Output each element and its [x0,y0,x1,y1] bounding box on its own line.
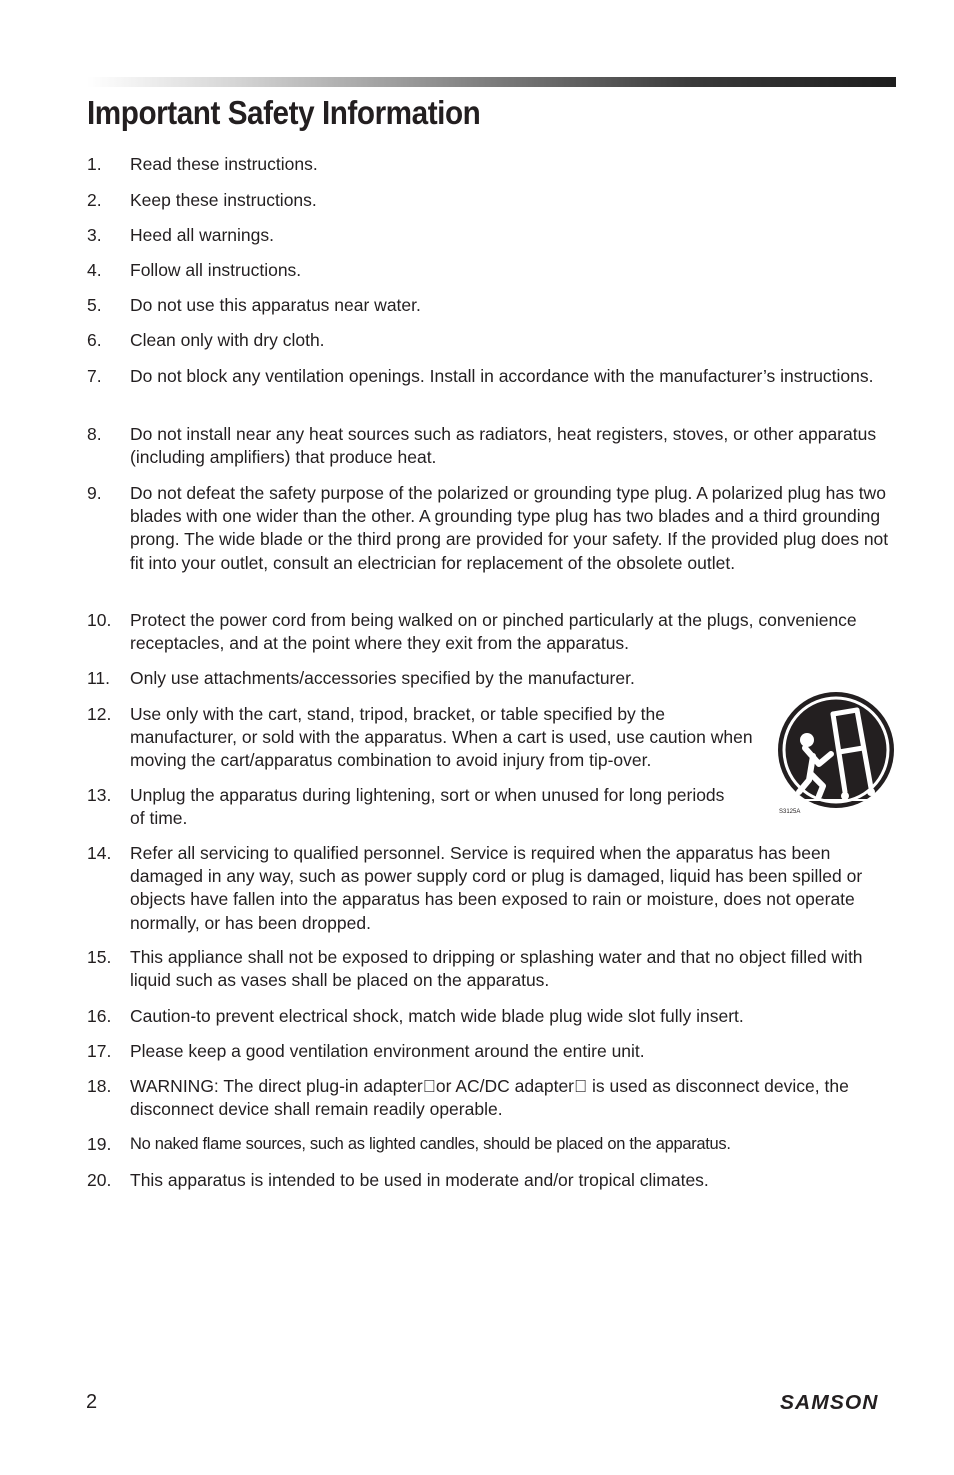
list-item [87,1005,897,1028]
list-item [87,609,897,655]
item-text: This apparatus is intended to be used in moderate and/or tropical climates. [130,1170,709,1190]
item-text: No naked flame sources, such as lighted candles, should be placed on the apparatus. [130,1135,731,1153]
item-text: Heed all warnings. [130,225,274,245]
list-item [87,329,897,352]
item-number: 17. [87,1041,112,1061]
item-number: 1. [87,154,102,174]
list-item [87,482,897,575]
list-item [87,667,897,690]
cart-tipover-warning-icon [775,692,897,814]
item-text: Do not use this apparatus near water. [130,295,421,315]
item-text: Use only with the cart, stand, tripod, bracket, or table specified by the manufacturer, or sold with the apparatus. When a cart is used, use caution when moving the cart/apparatus combination to avoid injury from tip-over. [130,704,753,771]
item-number: 6. [87,330,102,350]
item-number: 16. [87,1006,112,1026]
item-text: Unplug the apparatus during lightening, sort or when unused for long periods of time. [130,785,725,829]
list-item [87,294,897,317]
list-item [87,189,897,212]
item-number: 8. [87,424,102,444]
item-text: Refer all servicing to qualified personnel. Service is required when the apparatus has been damaged in any way, such as power supply cord or plug is damaged, liquid has been spilled or objects have fallen into the apparatus has been exposed to rain or moisture, does not operate normally, or has been dropped. [130,843,863,933]
item-text: Please keep a good ventilation environment around the entire unit. [130,1041,645,1061]
item-number: 4. [87,260,102,280]
item-text: Do not block any ventilation openings. Install in accordance with the manufacturer’s instructions. [130,366,874,386]
item-text: Do not defeat the safety purpose of the polarized or grounding type plug. A polarized plug has two blades with one wider than the other. A grounding type plug has two blades and a third grounding prong. The wide blade or the third prong are provided for your safety. If the provided plug does not fit into your outlet, consult an electrician for replacement of the obsolete outlet. [130,483,889,573]
list-item [87,842,897,935]
item-number: 14. [87,843,112,863]
item-number: 3. [87,225,102,245]
list-item [87,1169,897,1192]
item-text: Do not install near any heat sources such as radiators, heat registers, stoves, or other apparatus (including amplifiers) that produce heat. [130,424,877,468]
list-item [87,1133,897,1156]
header-gradient-bar [87,77,896,87]
list-item [87,423,897,469]
item-number: 12. [87,704,112,724]
list-item [87,365,897,388]
list-item [87,784,727,830]
image-code: S3125A [779,809,801,814]
item-text: Only use attachments/accessories specified by the manufacturer. [130,668,635,688]
item-text: WARNING: The direct plug-in adapter or AC/DC adapter  is used as disconnect device, the disconnect device shall remain readily operable. [130,1076,849,1120]
item-text: Caution-to prevent electrical shock, match wide blade plug wide slot fully insert. [130,1006,744,1026]
item-number: 9. [87,483,102,503]
item-text: Protect the power cord from being walked on or pinched particularly at the plugs, convenience receptacles, and at the point where they exit from the apparatus. [130,610,857,654]
item-number: 2. [87,190,102,210]
item-text: Read these instructions. [130,154,318,174]
list-item [87,259,897,282]
item-number: 11. [87,668,111,688]
list-item [87,703,767,773]
list-item [87,946,897,992]
item-number: 20. [87,1170,112,1190]
item-text: This appliance shall not be exposed to dripping or splashing water and that no object filled with liquid such as vases shall be placed on the apparatus. [130,947,863,991]
list-item [87,224,897,247]
page-number: 2 [86,1391,98,1413]
item-number: 15. [87,947,112,967]
item-text: Clean only with dry cloth. [130,330,325,350]
list-item [87,1040,897,1063]
list-item [87,153,897,176]
item-number: 7. [87,366,102,386]
item-text: Keep these instructions. [130,190,317,210]
list-item [87,1075,897,1121]
item-number: 19. [87,1134,112,1154]
page-title: Important Safety Information [87,94,481,131]
item-number: 10. [87,610,112,630]
item-text: Follow all instructions. [130,260,302,280]
item-number: 13. [87,785,112,805]
item-number: 5. [87,295,102,315]
brand-logo: SAMSON [780,1392,879,1414]
item-number: 18. [87,1076,112,1096]
